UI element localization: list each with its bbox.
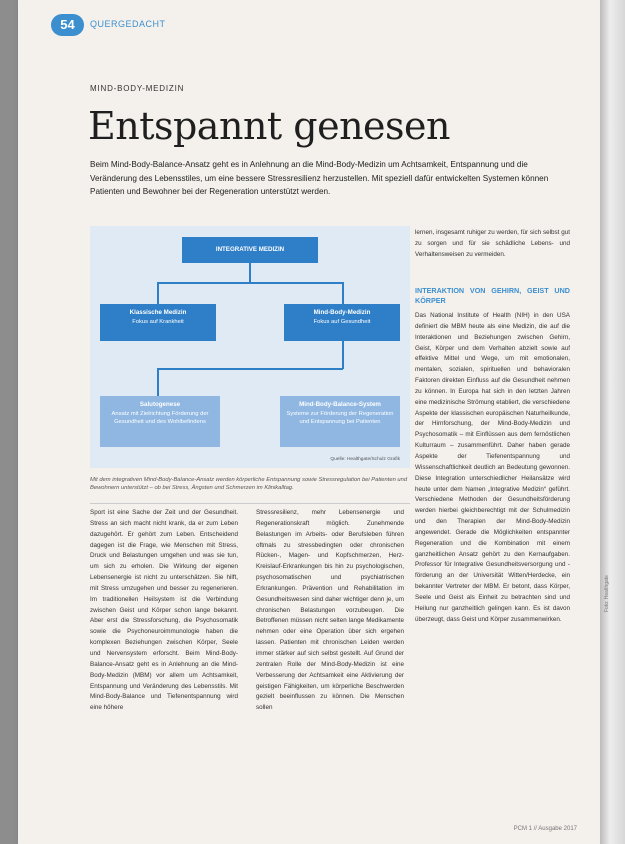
diagram-connector	[157, 282, 159, 304]
diagram-box-subtitle: Fokus auf Gesundheit	[313, 318, 371, 325]
article-lead: Beim Mind-Body-Balance-Ansatz geht es in Anlehnung an die Mind-Body-Medizin um Achtsamkeit, Entspannung und die Veränderung des Lebensstiles, um eine bessere Stressresilienz herzustellen. Mit speziell dafür entwickelten Systemen können Patienten und Bewohner bei der Regeneration unterstützt werden.	[90, 160, 549, 197]
diagram-box-mind-body	[284, 304, 400, 341]
diagram-connector	[157, 368, 343, 370]
section-label: QUERGEDACHT	[90, 19, 166, 29]
diagram-box-classic-medicine	[100, 304, 216, 341]
body-column-1: Sport ist eine Sache der Zeit und der Gesundheit. Stress an sich macht nicht krank, da er zum Leben dazugehört. Er gehört zum Leben. Entscheidend dagegen ist die Frage, wie Menschen mit Stress, Druck und Belastungen umgehen und was sie tun, um sich zu erholen. Die Wirkung der eigenen Lebensenergie ist nicht zu unterschätzen. Sie hilft, mit Stress umzugehen und besser zu regenerieren. Im traditionellen Heilsystem ist die Verbindung zwischen Geist und Körper schon lange bekannt. Aber erst die Stressforschung, die Psychosomatik sowie die Psychoneuroimmunologie haben die komplexen Beziehungen zwischen Körper, Seele und Nervensystem erforscht. Beim Mind-Body-Balance-Ansatz geht es in Anlehnung an die Mind-Body-Medizin (MBM) vor allem um Achtsamkeit, Entspannung und Veränderung des Lebensstils. Mit Mind-Body-Balance und Tiefenentspannung wird eine höhere	[90, 509, 238, 712]
body-column-3-intro: lernen, insgesamt ruhiger zu werden, für sich selbst gut zu sorgen und für sie schädliche Lebens- und Verhaltensweisen zu vermeiden.	[415, 229, 570, 258]
body-column-3: Das National Institute of Health (NIH) in den USA definiert die MBM heute als eine Medizin, die auf die Interaktionen und Beziehungen zwischen Gehirn, Geist, Körper und dem Verhalten abzielt sowie auf effektive Mittel und Wege, um mit emotionalen, mentalen, sozialen, spirituellen und behavioralen Faktoren direkten Einfluss auf die Gesundheit nehmen zu können. In Europa hat sich in den letzten Jahren eine medizinische Strömung etabliert, die verschiedene Aspekte der klassischen europäischen Naturheilkunde, der Hirnforschung, der Mind-Body-Medizin und Psychosomatik – mit Einflüssen aus dem fernöstlichen Kulturraum – zusammenführt. Daher haben gerade Aspekte der Tiefenentspannung und Wissenschaftlichkeit deutlich an Bedeutung gewonnen. Diese Integration unterschiedlicher Heilansätze wird heute unter dem Namen „Integrative Medizin“ geführt. Verschiedene Methoden der Gesundheitsförderung werden hierbei gleichberechtigt mit der Schulmedizin und den Therapien der Mind-Body-Medizin angewendet. Gerade die Möglichkeiten entspannter Regeneration und die Kombination mit einem ganzheitlichen Ansatz gehört zu den Kernaufgaben. Professor für Integrative Gesundheitsversorgung und -förderung an der Universität Witten/Herdecke, ein bekannter Vertreter der MBM. Er betont, dass Körper, Seele und Geist als Einheit zu betrachten sind und Heilung nur ganzheitlich gelingen kann. Es ist davon überzeugt, dass Geist und Körper zusammenwirken.	[415, 312, 570, 623]
diagram-box-salutogenesis	[100, 396, 220, 447]
figure-caption: Mit dem integrativen Mind-Body-Balance-Ansatz werden körperliche Entspannung sowie Stressregulation bei Patienten und Bewohnern unterstützt – ob bei Stress, Ängsten und Schmerzen im Klinikalltag.	[90, 477, 408, 491]
article-title: Entspannt genesen	[88, 104, 450, 148]
diagram-connector	[157, 368, 159, 396]
diagram-top-label: INTEGRATIVE MEDIZIN	[215, 246, 285, 253]
diagram-connector	[342, 341, 344, 369]
diagram-source: Quelle: Healthgate/Schulz Grafik	[330, 457, 400, 462]
diagram-box-title: Mind-Body-Balance-System	[299, 401, 381, 408]
diagram-box-text: Systeme zur Förderung der Regeneration und Entspannung bei Patienten	[286, 410, 394, 425]
article-kicker: MIND-BODY-MEDIZIN	[90, 84, 185, 93]
page-number-badge: 54	[51, 14, 84, 36]
body-column-2: Stressresilienz, mehr Lebensenergie und Regenerationskraft möglich. Zunehmende Belastungen im Arbeits- oder Berufsleben führen oftmals zu stressbedingten oder chronischen Rücken-, Magen- und Kopfschmerzen, Herz-Kreislauf-Erkrankungen bis hin zu psychologischen, psychosomatischen und psychiatrischen Erkrankungen. Prävention und Rehabilitation im Gesundheitswesen sind daher wichtiger denn je, um chronischen Belastungen vorzubeugen. Die Betroffenen müssen nicht selten lange Medikamente nehmen oder eine Operation über sich ergehen lassen. Patienten mit chronischen Leiden werden immer stärker auf sich selbst gestellt. Auf Grund der zentralen Rolle der Mind-Body-Medizin ist eine Verbesserung der Achtsamkeit eine Aktivierung der geistigen Fähigkeiten, um körperliche Beschwerden gezielt beeinflussen zu können. Die Menschen sollen	[256, 509, 404, 712]
diagram-box-title: Mind-Body-Medizin	[313, 309, 371, 316]
diagram-box-balance-system	[280, 396, 400, 447]
diagram-top-box	[182, 237, 318, 263]
photo-credit: Foto: Healthgate	[604, 575, 610, 612]
diagram-connector	[342, 282, 344, 304]
diagram-box-title: Klassische Medizin	[129, 309, 187, 316]
page-footer: PCM 1 // Ausgabe 2017	[513, 826, 577, 832]
diagram-connector	[157, 282, 343, 284]
diagram-box-subtitle: Fokus auf Krankheit	[132, 318, 184, 325]
diagram-connector	[249, 263, 251, 283]
page-gutter	[600, 0, 625, 844]
divider	[90, 503, 410, 504]
diagram-box-title: Salutogenese	[139, 401, 181, 408]
diagram-box-text: Ansatz mit Zielrichtung Förderung der Gesundheit und des Wohlbefindens	[111, 410, 209, 425]
integrative-medicine-diagram	[90, 226, 410, 468]
subheading: INTERAKTION VON GEHIRN, GEIST UND KÖRPER	[415, 286, 570, 305]
